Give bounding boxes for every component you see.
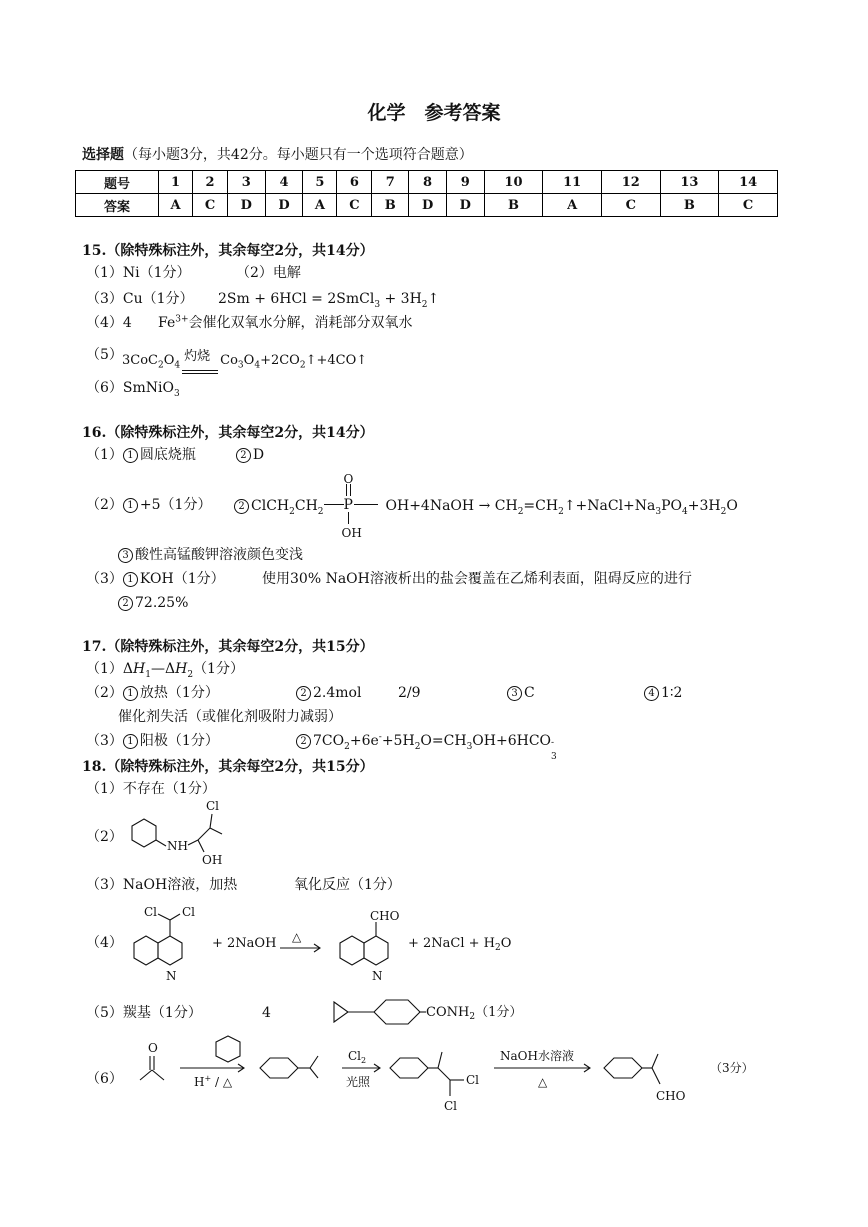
cl-label-a: Cl: [466, 1073, 480, 1087]
n-label-2: N: [372, 969, 383, 983]
q17-line2a: （2） 1 放热（1分）: [86, 685, 219, 701]
q17-line1: $(1)\Delta H_1—\Delta H_2(1$分）: [86, 661, 244, 680]
n-label-1: N: [166, 969, 177, 983]
q17-heading: 17.（除特殊标注外，其余每空2分，共15分）: [82, 639, 374, 655]
cho-label: CHO: [370, 909, 400, 923]
question-number-cell: 14: [719, 171, 778, 194]
q18-line5a: （5）羰基（1分）: [86, 1005, 202, 1021]
q18-line6: （6）: [86, 1071, 123, 1087]
phosphonic-group: O P OH: [324, 496, 386, 510]
cl2-label: $Cl_2$: [348, 1049, 367, 1065]
table-row-answers: [76, 194, 778, 217]
q15-line6: （6）SmNiO$_3$: [86, 380, 180, 399]
answer-cell: B: [372, 194, 409, 217]
question-number-cell: 4: [265, 171, 303, 194]
answer-cell: C: [601, 194, 660, 217]
q16-line3b: 2 72.25%: [118, 594, 188, 612]
answer-cell: A: [303, 194, 337, 217]
q16-heading: 16.（除特殊标注外，其余每空2分，共14分）: [82, 425, 374, 441]
q16-line1: （1） 1 圆底烧瓶 2 D: [86, 447, 265, 463]
q15-line3-equation: 2Sm + 6HCl = 2SmCl$_3$ + $3H_2↑$: [218, 291, 440, 310]
question-number-cell: 5: [303, 171, 337, 194]
q16-line2-equation: 2 $ClCH_2CH_2$ O P OH OH+4NaOH → $CH_2=CH_2↑+NaCl+Na_3PO_4+3H_2O$: [234, 496, 738, 515]
choice-heading-bold: 选择题: [82, 147, 124, 163]
answer-cell: B: [660, 194, 719, 217]
q17-line2e: 4 1∶2: [644, 684, 682, 702]
q18-line5b: 4: [262, 1005, 271, 1021]
q18-line1: （1）不存在（1分）: [86, 781, 216, 797]
q16-line3a: （3） 1 KOH（1分）: [86, 571, 225, 587]
answer-cell: A: [158, 194, 192, 217]
row-label-numbers: 题号: [76, 171, 159, 194]
q18-structure-5: [330, 990, 550, 1034]
oh-label: OH: [202, 853, 223, 867]
q17-line3-equation: 2 $7CO_2+6e^-+5H_2O=CH_3OH+6HCO$ - 3: [296, 732, 559, 750]
q16-line2a: （2） 1 +5（1分）: [86, 497, 212, 513]
q15-line4-explanation: $Fe^{3+}$会催化双氧水分解，消耗部分双氧水: [158, 314, 413, 331]
points-label: （3分）: [710, 1061, 754, 1075]
table-row-numbers: [76, 171, 778, 194]
q18-line3a: （3）NaOH溶液，加热: [86, 877, 238, 893]
answer-table: [75, 170, 778, 217]
question-number-cell: 10: [484, 171, 543, 194]
cond-acid: H+ / △: [194, 1074, 233, 1089]
conh2-label: $CONH_2(1$分）: [426, 1005, 523, 1022]
answer-cell: C: [193, 194, 228, 217]
answer-cell: D: [265, 194, 303, 217]
q17-line2c: 2/9: [398, 685, 421, 701]
condition-burn: 灼烧: [184, 349, 211, 364]
question-number-cell: 6: [337, 171, 372, 194]
cl-label-2: Cl: [182, 905, 196, 919]
answer-cell: C: [719, 194, 778, 217]
q15-line1b: （2）电解: [236, 265, 301, 281]
page-title: 化学 参考答案: [367, 102, 501, 124]
cl-label-1: Cl: [144, 905, 158, 919]
q15-line5-equation: $3CoC_2O_4$ 灼烧 $Co_3O_4+2CO_2↑+4CO↑$: [122, 352, 367, 370]
naoh-aq-label: NaOH水溶液: [500, 1049, 574, 1063]
q15-line4a: （4）4: [86, 315, 132, 331]
q18-reaction-4: [120, 898, 720, 994]
light-label: 光照: [346, 1075, 371, 1089]
o-label: O: [148, 1041, 158, 1055]
answer-cell: D: [409, 194, 447, 217]
delta-label: △: [292, 930, 302, 944]
nh-label: NH: [167, 839, 188, 853]
q17-line2b: 2 2.4mol: [296, 684, 361, 702]
q17-line3a: （3） 1 阳极（1分）: [86, 733, 219, 749]
answer-cell: C: [337, 194, 372, 217]
q18-line2: （2）: [86, 829, 123, 845]
question-number-cell: 2: [193, 171, 228, 194]
q15-line3a: （3）Cu（1分）: [86, 291, 194, 307]
cl-label-b: Cl: [444, 1099, 458, 1113]
question-number-cell: 3: [227, 171, 265, 194]
q16-line3-reason: 使用30% NaOH溶液析出的盐会覆盖在乙烯利表面，阻碍反应的进行: [262, 571, 692, 587]
choice-heading-note: （每小题3分，共42分。每小题只有一个选项符合题意）: [124, 147, 473, 163]
question-number-cell: 13: [660, 171, 719, 194]
cho-label-2: CHO: [656, 1089, 686, 1103]
choice-heading: [82, 146, 473, 164]
q18-line4: （4）: [86, 935, 123, 951]
q15-line1a: （1）Ni（1分）: [86, 265, 191, 281]
q18-line3b: 氧化反应（1分）: [294, 877, 401, 893]
q15-heading: 15.（除特殊标注外，其余每空2分，共14分）: [82, 243, 374, 259]
question-number-cell: 1: [158, 171, 192, 194]
cl-label: Cl: [206, 799, 220, 813]
q17-line2d: 3 C: [507, 684, 535, 702]
question-number-cell: 12: [601, 171, 660, 194]
q16-line2c: 3 酸性高锰酸钾溶液颜色变浅: [118, 546, 303, 564]
answer-cell: D: [227, 194, 265, 217]
naoh-label: + 2NaOH: [212, 936, 277, 951]
answer-cell: B: [484, 194, 543, 217]
answer-cell: D: [446, 194, 484, 217]
row-label-answers: 答案: [76, 194, 159, 217]
question-number-cell: 7: [372, 171, 409, 194]
question-number-cell: 11: [543, 171, 602, 194]
delta-label-2: △: [538, 1075, 548, 1089]
q18-route-6: [120, 1030, 780, 1120]
q15-line5a: （5）: [86, 347, 123, 363]
question-number-cell: 8: [409, 171, 447, 194]
q18-heading: 18.（除特殊标注外，其余每空2分，共15分）: [82, 759, 374, 775]
answer-cell: A: [543, 194, 602, 217]
q18-structure-2: [118, 800, 238, 872]
product-label: + 2NaCl + $H_2O$: [408, 936, 512, 953]
question-number-cell: 9: [446, 171, 484, 194]
q17-line2f: 催化剂失活（或催化剂吸附力减弱）: [118, 709, 342, 725]
